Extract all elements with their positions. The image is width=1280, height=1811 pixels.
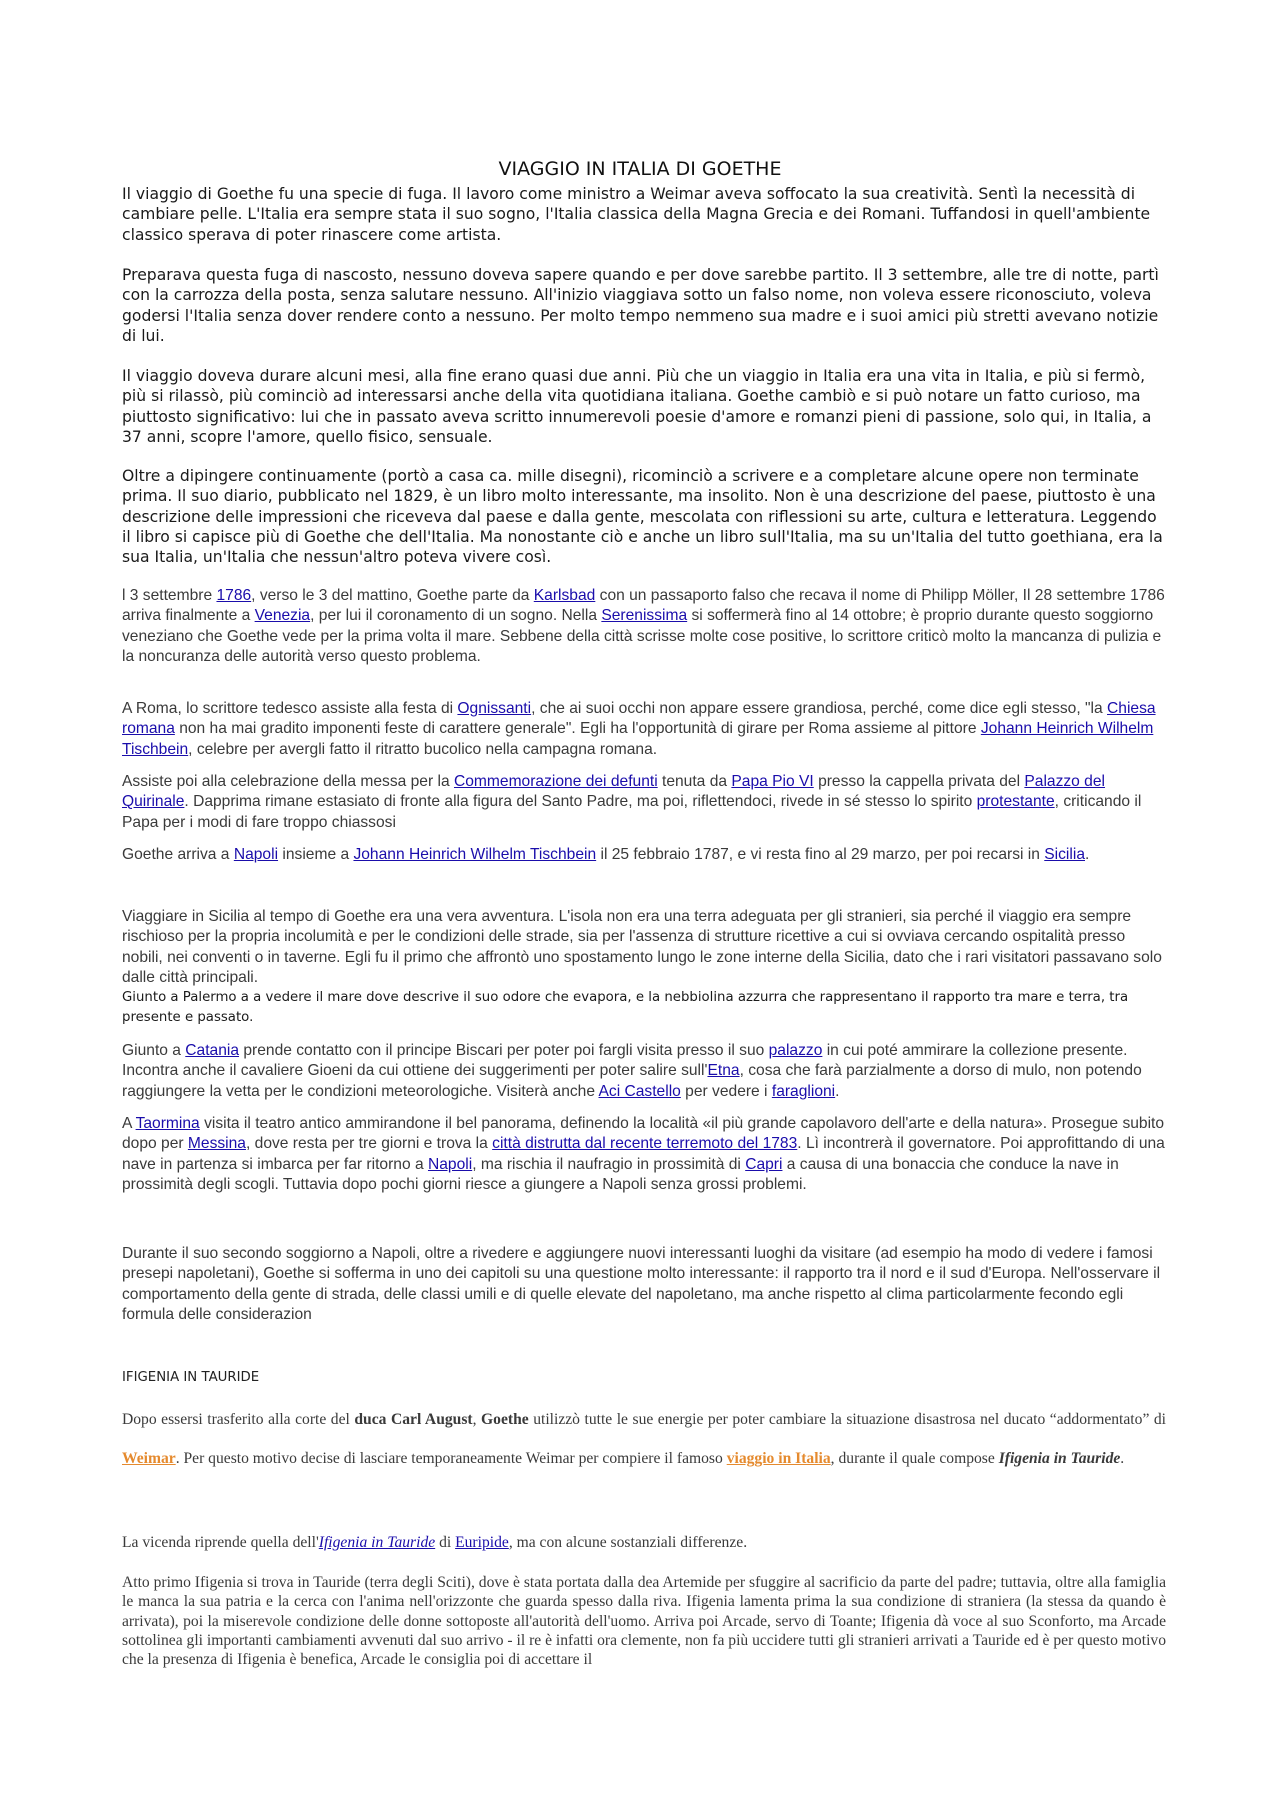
text-segment: . (1120, 1450, 1125, 1467)
paragraph-taormina (122, 1114, 1166, 1195)
link-capri[interactable]: Capri (745, 1155, 783, 1173)
link-ifigenia-in-tauride[interactable]: Ifigenia in Tauride (318, 1534, 436, 1551)
text-segment: non ha mai gradito imponenti feste di carattere generale". Egli ha l'opportunità di girare per Roma assieme al pittore (174, 720, 981, 738)
link-aci-castello[interactable]: Aci Castello (598, 1082, 681, 1100)
link-venezia[interactable]: Venezia (254, 607, 311, 625)
link-catania[interactable]: Catania (185, 1042, 240, 1059)
text-segment: utilizzò tutte le sue energie per poter cambiare la situazione disastrosa nel ducato “addormentato” di (528, 1411, 1167, 1428)
link-weimar[interactable]: Weimar (122, 1450, 176, 1467)
link-papa-pio-vi[interactable]: Papa Pio VI (731, 773, 814, 790)
link-serenissima[interactable]: Serenissima (601, 607, 688, 625)
bold-duca: duca Carl August (354, 1411, 473, 1428)
text-segment: a causa di una bonaccia che conduce la nave in prossimità degli scogli. Tuttavia dopo pochi giorni riesce a giungere a Napoli senza grossi problemi. (122, 1155, 1119, 1193)
paragraph-napoli (122, 845, 1166, 865)
text-segment: . Per questo motivo decise di lasciare temporaneamente Weimar per compiere il famoso (175, 1450, 727, 1467)
text-segment: . Lì incontrerà il governatore. Poi approfittando di una nave in partenza si imbarca per far ritorno a (122, 1135, 1165, 1173)
link-protestante[interactable]: protestante (976, 793, 1055, 811)
text-segment: si soffermerà fino al 14 ottobre; è proprio durante questo soggiorno veneziano che Goethe vede per la prima volta il mare. Sebbene della città scrisse molte cose positive, lo scrittore criticò molto la mancanza di pulizia e la noncuranza delle autorità verso questo problema. (122, 607, 1162, 665)
link-tischbein[interactable]: Johann Heinrich Wilhelm Tischbein (122, 720, 1154, 758)
text-segment: , cosa che farà parzialmente a dorso di mulo, non potendo raggiungere la vetta per le condizioni meteorologiche. Visiterà anche (122, 1062, 1142, 1100)
link-commemorazione[interactable]: Commemorazione dei defunti (453, 773, 658, 790)
link-napoli[interactable]: Napoli (233, 846, 279, 863)
text-segment: , durante il quale compose (830, 1450, 999, 1467)
text-segment: Goethe arriva a (122, 846, 234, 863)
text-segment: , verso le 3 del mattino, Goethe parte da (251, 587, 534, 604)
text-segment: per vedere i (680, 1082, 772, 1100)
text-segment: in cui poté ammirare la collezione presente. Incontra anche il cavaliere Gioeni da cui ottiene dei suggerimenti per poter salire sull' (122, 1042, 1128, 1080)
link-1786[interactable]: 1786 (216, 587, 252, 604)
text-segment: . (1085, 846, 1090, 863)
link-napoli-2[interactable]: Napoli (427, 1155, 473, 1173)
paragraph-vicenda (122, 1533, 1166, 1553)
text-segment: , celebre per avergli fatto il ritratto bucolico nella campagna romana. (188, 740, 658, 758)
text-segment: , ma con alcune sostanziali differenze. (508, 1534, 748, 1551)
text-segment: con un passaporto falso che recava il nome di Philipp Möller, Il 28 settembre 1786 arriva finalmente a (122, 587, 1165, 625)
paragraph-palermo: Giunto a Palermo a a vedere il mare dove descrive il suo odore che evapora, e la nebbiolina azzurra che rappresentano il rapporto tra mare e terra, tra presente e passato. (122, 990, 1129, 1026)
link-terremoto-1783[interactable]: città distrutta dal recente terremoto del 1783 (492, 1135, 798, 1153)
link-etna[interactable]: Etna (707, 1062, 740, 1080)
text-segment: , criticando il Papa per i modi di fare troppo chiassosi (122, 793, 1142, 831)
text-segment: Giunto a (122, 1042, 186, 1059)
text-segment: . Dapprima rimane estasiato di fronte alla figura del Santo Padre, ma poi, riflettendoci, rivede in sé stesso lo spirito (184, 793, 977, 811)
text-segment: , che ai suoi occhi non appare essere grandiosa, perché, come dice egli stesso, "la (531, 700, 1108, 717)
text-segment: insieme a (278, 846, 354, 863)
section-heading: IFIGENIA IN TAURIDE (122, 1370, 260, 1385)
link-taormina[interactable]: Taormina (135, 1115, 200, 1132)
paragraph-atto-primo: Atto primo Ifigenia si trova in Tauride (terra degli Sciti), dove è stata portata dalla dea Artemide per sfuggire al sacrificio da parte del padre; tuttavia, oltre alla famiglia le manca la sua patria e la cerca con l'anima nell'orizzonte che guarda spesso dalla riva. Ifigenia lamenta prima la sua condizione di straniera (la stessa da quando è arrivata), poi la miserevole condizione delle donne sottoposte all'autorità dell'uomo. Arriva poi Arcade, servo di Toante; Ifigenia dà voce al suo Sconforto, ma Arcade sottolinea gli importanti cambiamenti avvenuti dal suo arrivo - il re è infatti ora clemente, non fa più uccidere tutti gli stranieri arrivati a Tauride ed è per questo motivo che la presenza di Ifigenia è benefica, Arcade le consiglia poi di accettare il (122, 1574, 1166, 1669)
text-segment: , dove resta per tre giorni e trova la (245, 1135, 493, 1153)
intro-paragraph-2: Preparava questa fuga di nascosto, nessuno doveva sapere quando e per dove sarebbe partito. Il 3 settembre, alle tre di notte, partì con la carrozza della posta, senza salutare nessuno. All'inizio viaggiava sotto un falso nome, non voleva essere riconosciuto, voleva godersi l'Italia senza dover rendere conto a nessuno. Per molto tempo nemmeno sua madre e i suoi amici più stretti avevano notizie di lui. (122, 266, 1159, 345)
text-segment: . (835, 1082, 840, 1100)
text-segment: l 3 settembre (122, 587, 217, 604)
paragraph-messa (122, 772, 1166, 833)
link-faraglioni[interactable]: faraglioni (771, 1082, 836, 1100)
text-segment: il 25 febbraio 1787, e vi resta fino al 29 marzo, per poi recarsi in (596, 846, 1045, 863)
text-segment: visita il teatro antico ammirandone il bel panorama, definendo la località «il più grande capolavoro dell'arte e della natura». Prosegue subito dopo per (122, 1115, 1165, 1153)
bold-goethe: Goethe (481, 1411, 529, 1428)
text-segment: prende contatto con il principe Biscari per poter poi fargli visita presso il suo (239, 1042, 769, 1059)
paragraph-venezia (122, 586, 1166, 667)
text-segment: A Roma, lo scrittore tedesco assiste alla festa di (122, 700, 458, 717)
link-karlsbad[interactable]: Karlsbad (533, 587, 596, 604)
text-segment: Assiste poi alla celebrazione della messa per la (122, 773, 454, 790)
intro-paragraph-4: Oltre a dipingere continuamente (portò a casa ca. mille disegni), ricominciò a scrivere e a completare alcune opere non terminate prima. Il suo diario, pubblicato nel 1829, è un libro molto interessante, ma insolito. Non è una descrizione del paese, piuttosto è una descrizione delle impressioni che riceveva dal paese e dalla gente, mescolata con riflessioni su arte, cultura e letteratura. Leggendo il libro si capisce più di Goethe che dell'Italia. Ma nonostante ciò e anche un libro sull'Italia, ma su un'Italia del tutto goethiana, era la sua Italia, un'Italia che nessun'altro poteva vivere così. (122, 467, 1163, 567)
page-title: VIAGGIO IN ITALIA DI GOETHE (498, 158, 782, 180)
text-segment: presso la cappella privata del (813, 773, 1025, 790)
text-segment: di (435, 1534, 456, 1551)
intro-paragraph-1: Il viaggio di Goethe fu una specie di fuga. Il lavoro come ministro a Weimar aveva soffocato la sua creatività. Sentì la necessità di cambiare pelle. L'Italia era sempre stata il suo sogno, l'Italia classica della Magna Grecia e dei Romani. Tuffandosi in quell'ambiente classico sperava di poter rinascere come artista. (122, 185, 1151, 244)
text-segment: , (472, 1411, 482, 1428)
link-sicilia[interactable]: Sicilia (1044, 846, 1085, 863)
bold-italic-title: Ifigenia in Tauride (998, 1450, 1121, 1467)
text-segment: , ma rischia il naufragio in prossimità di (472, 1155, 746, 1173)
link-palazzo[interactable]: palazzo (768, 1042, 823, 1059)
text-segment: tenuta da (657, 773, 732, 790)
text-segment: La vicenda riprende quella dell' (122, 1534, 319, 1551)
intro-paragraph-3: Il viaggio doveva durare alcuni mesi, alla fine erano quasi due anni. Più che un viaggio in Italia era una vita in Italia, e più si fermò, più si rilassò, più cominciò ad interessarsi anche della vita quotidiana italiana. Goethe cambiò e si può notare un fatto curioso, ma piuttosto significativo: lui che in passato aveva scritto innumerevoli poesie d'amore e romanzi pieni di passione, solo qui, in Italia, a 37 anni, scopre l'amore, quello fisico, sensuale. (122, 367, 1152, 446)
paragraph-catania (122, 1041, 1166, 1102)
paragraph-ifigenia-intro (122, 1400, 1166, 1478)
text-segment: , per lui il coronamento di un sogno. Nella (310, 607, 602, 625)
link-ognissanti[interactable]: Ognissanti (457, 700, 532, 717)
link-tischbein-2[interactable]: Johann Heinrich Wilhelm Tischbein (353, 846, 597, 863)
link-euripide[interactable]: Euripide (455, 1534, 509, 1551)
paragraph-sicilia: Viaggiare in Sicilia al tempo di Goethe era una vera avventura. L'isola non era una terra adeguata per gli stranieri, sia perché il viaggio era sempre rischioso per la propria incolumità e per le condizioni delle strade, sia per l'assenza di strutture ricettive a cui si ovviava cercando ospitalità presso nobili, nei conventi o in taverne. Egli fu il primo che affrontò uno spostamento lungo le zone interne della Sicilia, dato che i rari visitatori passavano solo dalle città principali. (122, 908, 1162, 986)
paragraph-secondo-soggiorno: Durante il suo secondo soggiorno a Napoli, oltre a rivedere e aggiungere nuovi interessanti luoghi da visitare (ad esempio ha modo di vedere i famosi presepi napoletani), Goethe si sofferma in uno dei capitoli su una questione molto interessante: il rapporto tra il nord e il sud d'Europa. Nell'osservare il comportamento della gente di strada, delle classi umili e di quelle elevate del napoletano, ma anche rispetto al clima particolarmente fecondo egli formula delle considerazion (122, 1245, 1161, 1323)
link-quirinale[interactable]: Palazzo del Quirinale (122, 773, 1105, 811)
text-segment: A (122, 1115, 136, 1132)
link-chiesa-romana[interactable]: Chiesa romana (122, 700, 1156, 738)
link-messina[interactable]: Messina (187, 1135, 246, 1153)
paragraph-roma (122, 699, 1166, 760)
text-segment: Dopo essersi trasferito alla corte del (122, 1411, 355, 1428)
link-viaggio-in-italia[interactable]: viaggio in Italia (726, 1450, 831, 1467)
